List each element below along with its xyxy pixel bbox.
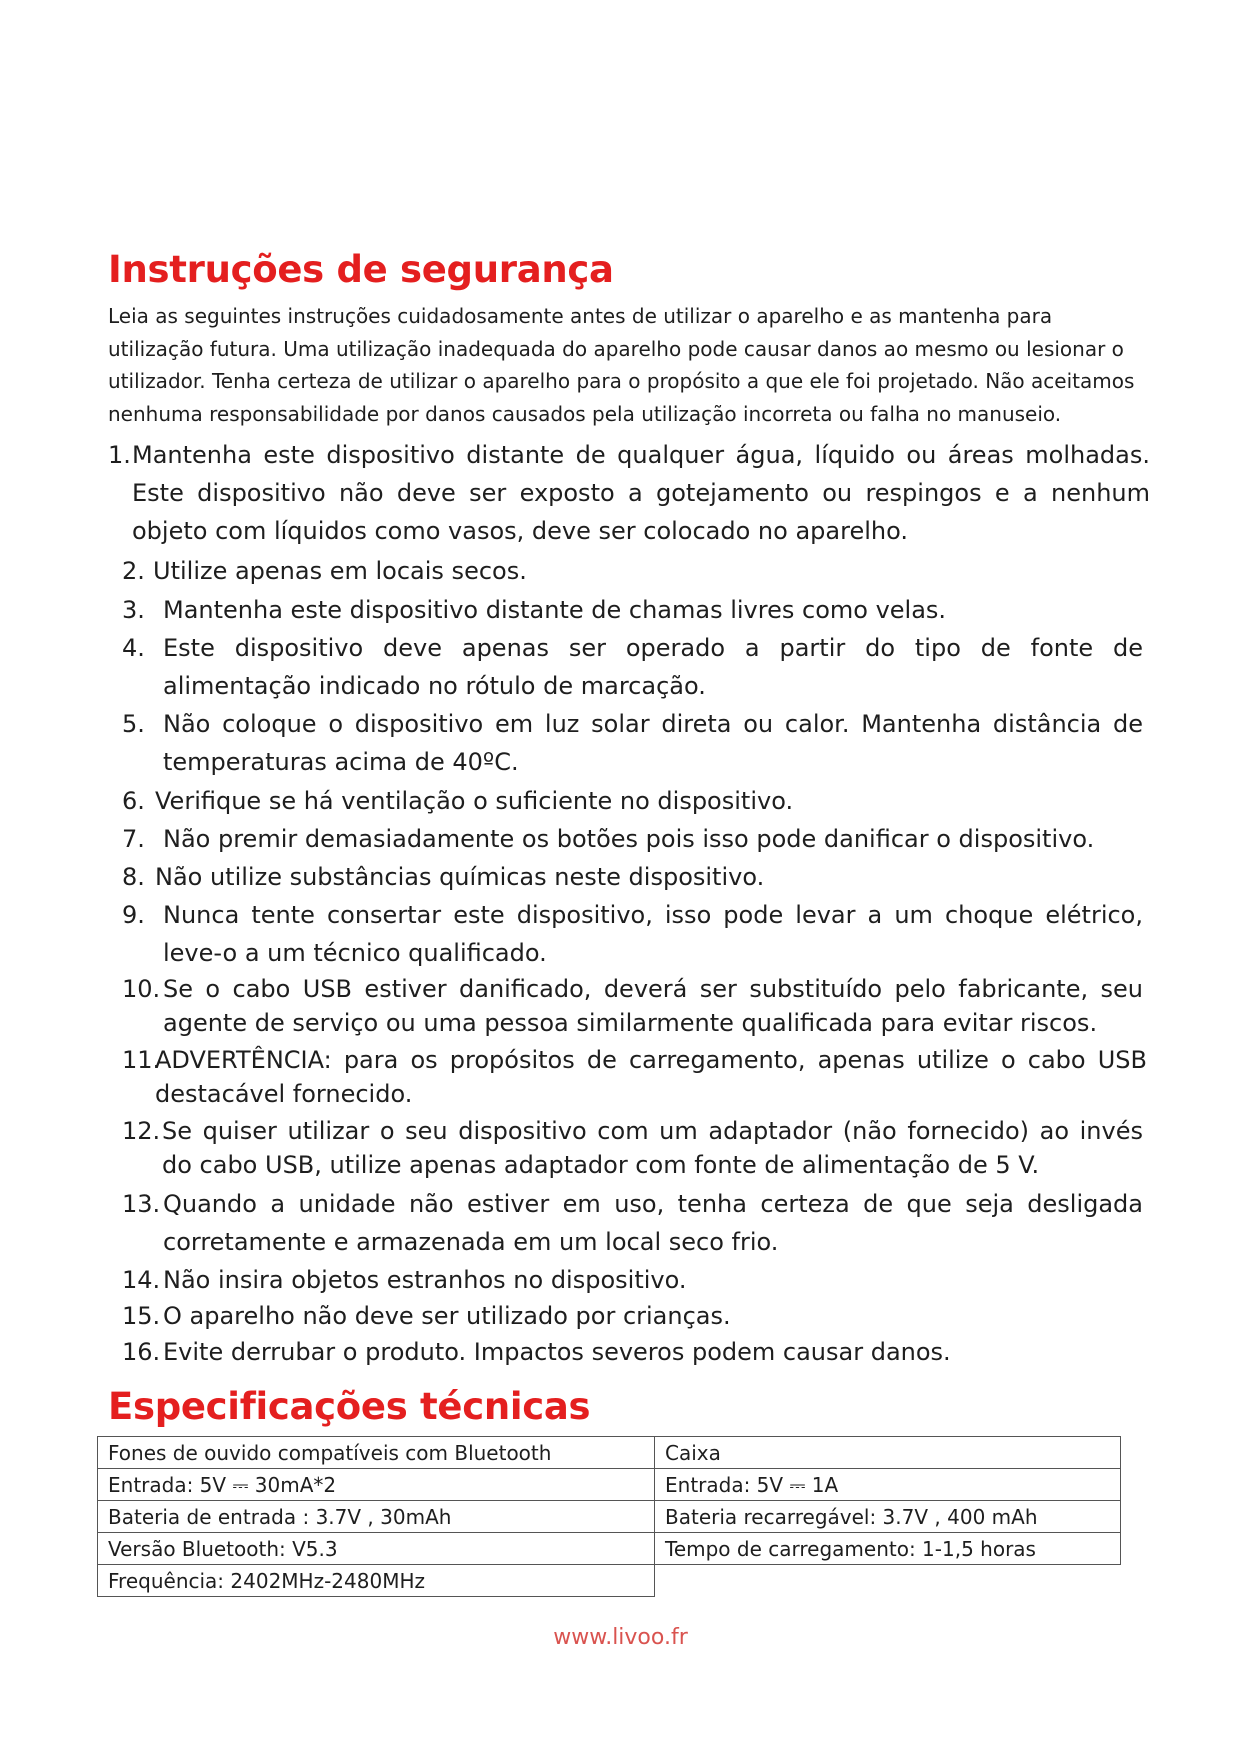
list-item-number: 6. bbox=[122, 787, 145, 815]
list-item-number: 4. bbox=[122, 634, 145, 662]
list-item-number: 10. bbox=[122, 975, 161, 1003]
list-item-number: 15. bbox=[122, 1302, 161, 1330]
list-item-text: Não premir demasiadamente os botões pois isso pode danificar o dispositivo. bbox=[163, 825, 1095, 853]
table-cell: Frequência: 2402MHz-2480MHz bbox=[98, 1565, 655, 1597]
list-item-number: 14. bbox=[122, 1266, 161, 1294]
list-item-number: 1. bbox=[108, 441, 131, 469]
table-cell-empty bbox=[655, 1565, 1121, 1597]
table-row bbox=[98, 1469, 1121, 1501]
safety-instructions-title: Instruções de segurança bbox=[108, 248, 614, 291]
list-item-text: Mantenha este dispositivo distante de chamas livres como velas. bbox=[163, 596, 947, 624]
list-item-number: 16. bbox=[122, 1338, 161, 1366]
list-item-text: Mantenha este dispositivo distante de qualquer água, líquido ou áreas molhadas. Este dispositivo não deve ser exposto a gotejamento ou respingos e a nenhum objeto com líquidos como vasos, deve ser colocado no aparelho. bbox=[132, 441, 1150, 545]
list-item-text: ADVERTÊNCIA: para os propósitos de carregamento, apenas utilize o cabo USB destacável fornecido. bbox=[155, 1046, 1147, 1108]
list-item-text: Não utilize substâncias químicas neste dispositivo. bbox=[155, 863, 765, 891]
list-item-text: Se quiser utilizar o seu dispositivo com um adaptador (não fornecido) ao invés do cabo USB, utilize apenas adaptador com fonte de alimentação de 5 V. bbox=[162, 1117, 1143, 1179]
table-cell: Bateria recarregável: 3.7V , 400 mAh bbox=[655, 1501, 1121, 1533]
list-item-text: Este dispositivo deve apenas ser operado a partir do tipo de fonte de alimentação indicado no rótulo de marcação. bbox=[163, 634, 1143, 700]
list-item-text: Utilize apenas em locais secos. bbox=[153, 557, 527, 585]
table-cell: Tempo de carregamento: 1-1,5 horas bbox=[655, 1533, 1121, 1565]
list-item-number: 11. bbox=[122, 1046, 161, 1074]
list-item-text: Se o cabo USB estiver danificado, deverá ser substituído pelo fabricante, seu agente de serviço ou uma pessoa similarmente qualificada para evitar riscos. bbox=[163, 975, 1143, 1037]
table-row bbox=[98, 1437, 1121, 1469]
list-item-number: 3. bbox=[122, 596, 145, 624]
table-cell: Entrada: 5V ⎓ 30mA*2 bbox=[98, 1469, 655, 1501]
list-item-text: Nunca tente consertar este dispositivo, isso pode levar a um choque elétrico, leve-o a um técnico qualificado. bbox=[163, 901, 1143, 967]
blank-header-area bbox=[140, 50, 790, 240]
technical-specs-title: Especificações técnicas bbox=[108, 1385, 591, 1428]
list-item-number: 7. bbox=[122, 825, 145, 853]
list-item-text: Não coloque o dispositivo em luz solar direta ou calor. Mantenha distância de temperaturas acima de 40ºC. bbox=[163, 710, 1143, 776]
list-item-number: 9. bbox=[122, 901, 145, 929]
table-cell: Caixa bbox=[655, 1437, 1121, 1469]
list-item-text: Não insira objetos estranhos no dispositivo. bbox=[163, 1266, 687, 1294]
list-item-text: Quando a unidade não estiver em uso, tenha certeza de que seja desligada corretamente e armazenada em um local seco frio. bbox=[163, 1190, 1143, 1256]
list-item-number: 2. bbox=[122, 557, 145, 585]
table-row bbox=[98, 1533, 1121, 1565]
table-cell: Versão Bluetooth: V5.3 bbox=[98, 1533, 655, 1565]
table-row bbox=[98, 1565, 1121, 1597]
list-item-text: O aparelho não deve ser utilizado por crianças. bbox=[163, 1302, 731, 1330]
list-item-number: 12. bbox=[122, 1117, 161, 1145]
list-item-number: 13. bbox=[122, 1190, 161, 1218]
list-item-text: Evite derrubar o produto. Impactos severos podem causar danos. bbox=[163, 1338, 951, 1366]
technical-specs-table bbox=[97, 1436, 1121, 1597]
table-cell: Fones de ouvido compatíveis com Bluetooth bbox=[98, 1437, 655, 1469]
table-cell: Entrada: 5V ⎓ 1A bbox=[655, 1469, 1121, 1501]
footer-website-link[interactable]: www.livoo.fr bbox=[553, 1625, 688, 1650]
table-cell: Bateria de entrada : 3.7V , 30mAh bbox=[98, 1501, 655, 1533]
table-row bbox=[98, 1501, 1121, 1533]
list-item-number: 5. bbox=[122, 710, 145, 738]
list-item-number: 8. bbox=[122, 863, 145, 891]
list-item-text: Verifique se há ventilação o suficiente no dispositivo. bbox=[155, 787, 794, 815]
safety-intro-paragraph: Leia as seguintes instruções cuidadosamente antes de utilizar o aparelho e as mantenha para utilização futura. Uma utilização inadequada do aparelho pode causar danos ao mesmo ou lesionar o utilizador. Tenha certeza de utilizar o aparelho para o propósito a que ele foi projetado. Não aceitamos nenhuma responsabilidade por danos causados pela utilização incorreta ou falha no manuseio. bbox=[108, 304, 1135, 426]
